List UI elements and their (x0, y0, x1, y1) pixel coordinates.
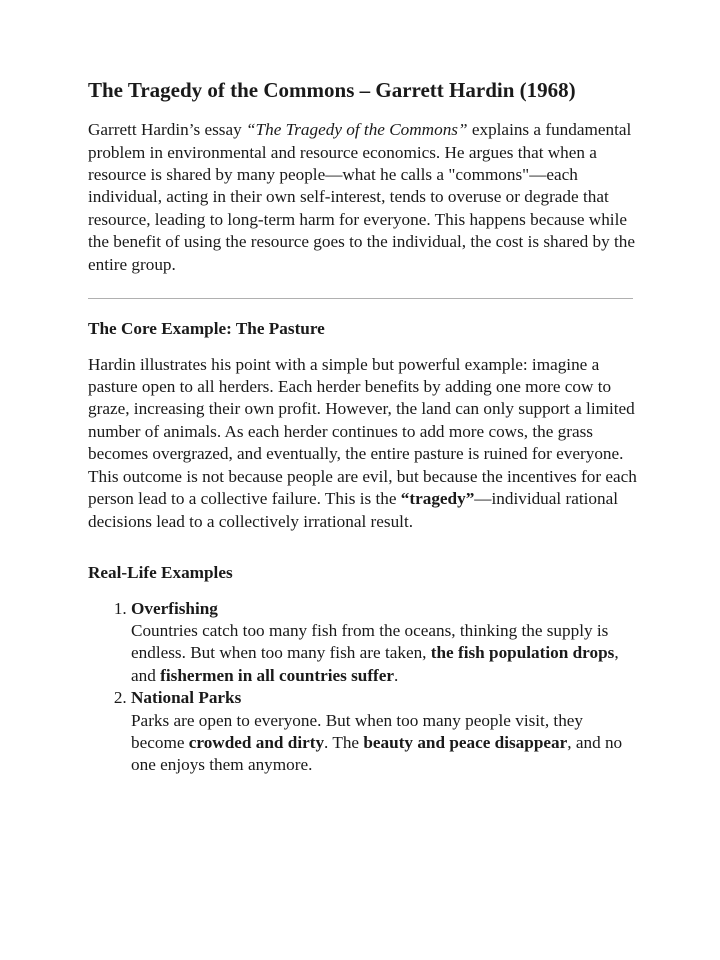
list-item-text: Parks are open to everyone. But when too many people visit, they become (131, 710, 584, 752)
real-life-examples-heading: Real-Life Examples (88, 562, 233, 582)
list-item-text: Countries catch too many fish from the oceans, thinking the supply is endless. But when too many fish are taken, (131, 620, 609, 663)
intro-text-2: explains a fundamental problem in environmental and resource economics. He argues that when a resource is shared by many people—what he calls a "commons"—each individual, acting in their own self-interest, tends to overuse or degrade that resource, leading to long-term harm for everyone. This happens because while the benefit of using the resource goes to the individual, the cost is shared by the entire group. (88, 120, 635, 274)
examples-list (88, 598, 638, 777)
tragedy-emphasis: “tragedy” (400, 489, 475, 509)
list-item-text: , and (131, 643, 619, 685)
section-divider (88, 298, 633, 299)
list-item-title: 2. National Parks (131, 688, 242, 708)
intro-paragraph (88, 119, 638, 276)
list-item-text: , and no one enjoys them anymore. (131, 733, 623, 775)
intro-text-1: Garrett Hardin’s essay (88, 120, 246, 140)
essay-title: “The Tragedy of the Commons” (245, 120, 468, 140)
list-item-title: 1. Overfishing (131, 598, 218, 618)
core-text-2: —individual rational decisions lead to a collectively irrational result. (88, 489, 618, 531)
list-item-emphasis: crowded and dirty (188, 733, 325, 752)
core-example-heading: The Core Example: The Pasture (88, 319, 325, 339)
document-page (88, 78, 638, 777)
list-item-emphasis: the fish population drops (430, 643, 615, 663)
list-item-emphasis: fishermen in all countries suffer (160, 665, 395, 685)
core-example-paragraph (88, 354, 638, 533)
list-item-emphasis: beauty and peace disappear (363, 733, 568, 752)
list-item-text: . (394, 665, 399, 685)
list-item-national-parks (131, 687, 638, 777)
core-text-1: Hardin illustrates his point with a simple but powerful example: imagine a pasture open to all herders. Each herder benefits by adding one more cow to graze, increasing their own profit. However, the land can only support a limited number of animals. As each herder continues to add more cows, the grass becomes overgrazed, and eventually, the entire pasture is ruined for everyone. This outcome is not because people are evil, but because the incentives for each person lead to a collective failure. This is the (88, 354, 637, 509)
list-item-text: . The (324, 733, 364, 752)
list-item-overfishing (131, 598, 638, 688)
document-title: The Tragedy of the Commons – Garrett Hardin (1968) (88, 78, 576, 102)
